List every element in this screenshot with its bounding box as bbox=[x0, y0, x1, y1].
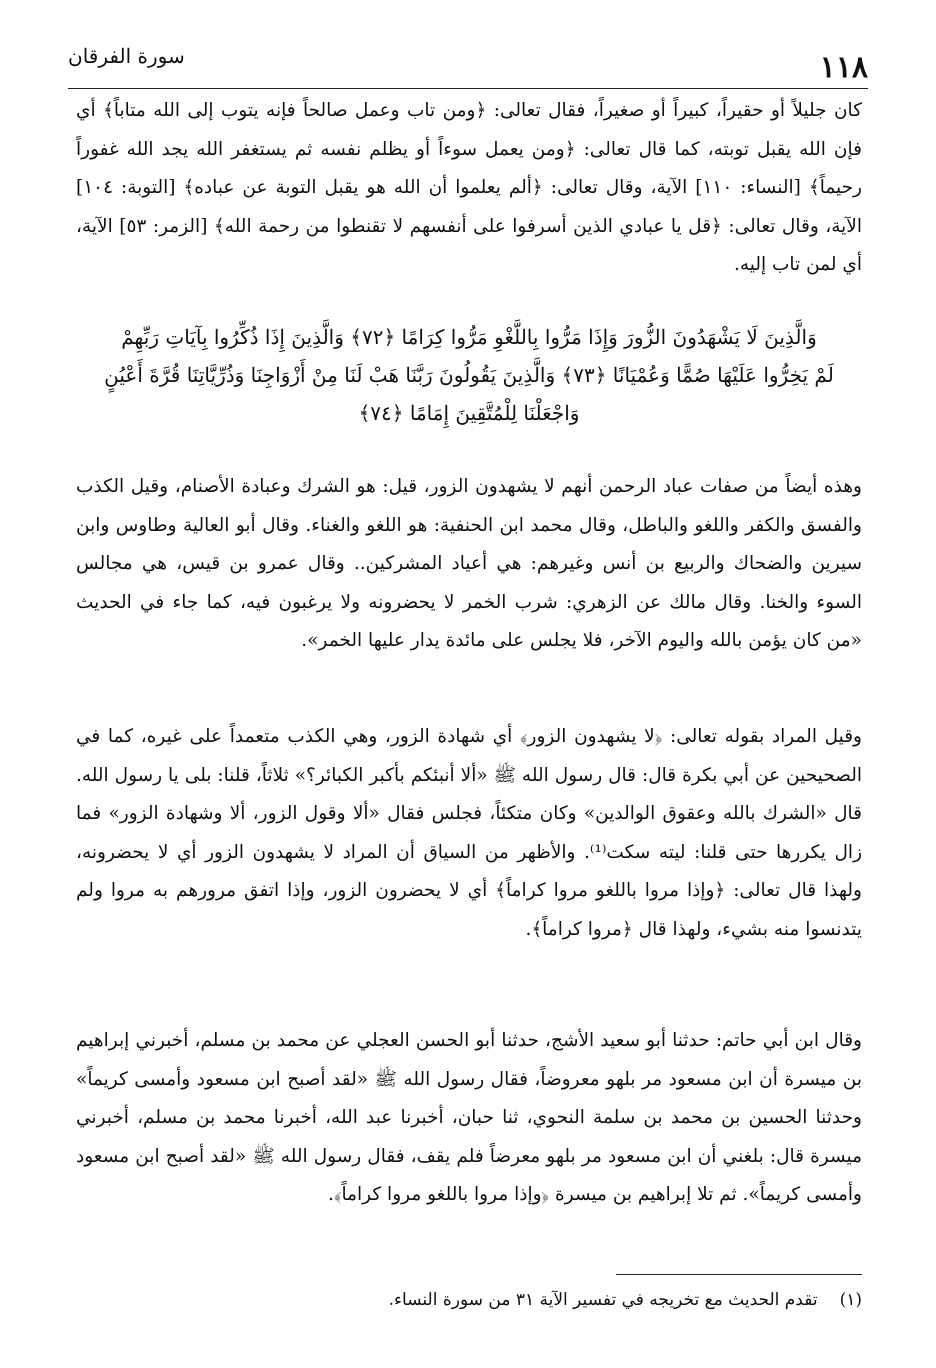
footnote-divider bbox=[616, 1274, 862, 1275]
verse-line-2: لَمْ يَخِرُّوا عَلَيْهَا صُمًّا وَعُمْيَانًا ﴿٧٣﴾ وَالَّذِينَ يَقُولُونَ رَبَّنَا هَبْ لَنَا مِنْ أَزْوَاجِنَا وَذُرِّيَّاتِنَا قُرَّةَ أَعْيُنٍ bbox=[104, 363, 834, 387]
footnote-text: تقدم الحديث مع تخريجه في تفسير الآية ٣١ من سورة النساء. bbox=[388, 1290, 818, 1310]
paragraph-3: وقيل المراد بقوله تعالى: ﴿لا يشهدون الزور﴾ أي شهادة الزور، وهي الكذب متعمداً على غيره، كما في الصحيحين عن أبي بكرة قال: قال رسول الله ﷺ «ألا أنبئكم بأكبر الكبائر؟» ثلاثاً، قلنا: بلى يا رسول الله. قال «الشرك بالله وعقوق الوالدين» وكان متكئاً، فجلس فقال «ألا وقول الزور، ألا وشهادة الزور» فما زال يكررها حتى قلنا: ليته سكت⁽¹⁾. والأظهر من السياق أن المراد لا يشهدون الزور أي لا يحضرونه، ولهذا قال تعالى: ﴿وإذا مروا باللغو مروا كراماً﴾ أي لا يحضرون الزور، وإذا اتفق مرورهم به مروا ولم يتدنسوا منه بشيء، ولهذا قال ﴿مروا كراماً﴾. bbox=[76, 726, 863, 940]
page-header bbox=[68, 38, 868, 89]
paragraph-1: كان جليلاً أو حقيراً، كبيراً أو صغيراً، فقال تعالى: ﴿ومن تاب وعمل صالحاً فإنه يتوب إلى الله متاباً﴾ أي فإن الله يقبل توبته، كما قال تعالى: ﴿ومن يعمل سوءاً أو يظلم نفسه ثم يستغفر الله يجد الله غفوراً رحيماً﴾ [النساء: ١١٠] الآية، وقال تعالى: ﴿ألم يعلموا أن الله هو يقبل التوبة عن عباده﴾ [التوبة: ١٠٤] الآية، وقال تعالى: ﴿قل يا عبادي الذين أسرفوا على أنفسهم لا تقنطوا من رحمة الله﴾ [الزمر: ٥٣] الآية، أي لمن تاب إليه. bbox=[76, 100, 863, 276]
surah-name: سورة الفرقان bbox=[68, 44, 185, 68]
verse-line-3: وَاجْعَلْنَا لِلْمُتَّقِينَ إِمَامًا ﴿٧٤﴾ bbox=[358, 401, 580, 425]
paragraph-2-block bbox=[76, 468, 862, 661]
paragraph-3-block bbox=[76, 718, 862, 950]
paragraph-2: وهذه أيضاً من صفات عباد الرحمن أنهم لا يشهدون الزور، قيل: هو الشرك وعبادة الأصنام، وقيل الكذب والفسق والكفر واللغو والباطل، وقال محمد ابن الحنفية: هو اللغو والغناء. وقال أبو العالية وطاوس وابن سيرين والضحاك والربيع بن أنس وغيرهم: هي أعياد المشركين.. وقال عمرو بن قيس، هي مجالس السوء والخنا. وقال مالك عن الزهري: شرب الخمر لا يحضرونه ولا يرغبون فيه، كما جاء في الحديث «من كان يؤمن بالله واليوم الآخر، فلا يجلس على مائدة يدار عليها الخمر». bbox=[76, 476, 862, 652]
paragraph-4-block bbox=[76, 1022, 862, 1215]
footnote-number: (١) bbox=[839, 1290, 862, 1310]
quran-verses bbox=[76, 318, 862, 450]
page-number: ١١٨ bbox=[819, 50, 868, 85]
footnote bbox=[76, 1286, 862, 1314]
paragraph-4: وقال ابن أبي حاتم: حدثنا أبو سعيد الأشج، حدثنا أبو الحسن العجلي عن محمد بن مسلم، أخبرني إبراهيم بن ميسرة أن ابن مسعود مر بلهو معروضاً، فقال رسول الله ﷺ «لقد أصبح ابن مسعود وأمسى كريماً» وحدثنا الحسين بن محمد بن سلمة النحوي، ثنا حبان، أخبرنا عبد الله، أخبرنا محمد بن مسلم، أخبرني ميسرة قال: بلغني أن ابن مسعود مر بلهو معرضاً فلم يقف، فقال رسول الله ﷺ «لقد أصبح ابن مسعود وأمسى كريماً». ثم تلا إبراهيم بن ميسرة ﴿وإذا مروا باللغو مروا كراماً﴾. bbox=[76, 1030, 862, 1206]
paragraph-1-block bbox=[76, 92, 862, 285]
verse-line-1: وَالَّذِينَ لَا يَشْهَدُونَ الزُّورَ وَإِذَا مَرُّوا بِاللَّغْوِ مَرُّوا كِرَامًا ﴿٧٢﴾ وَالَّذِينَ إِذَا ذُكِّرُوا بِآيَاتِ رَبِّهِمْ bbox=[121, 325, 817, 349]
